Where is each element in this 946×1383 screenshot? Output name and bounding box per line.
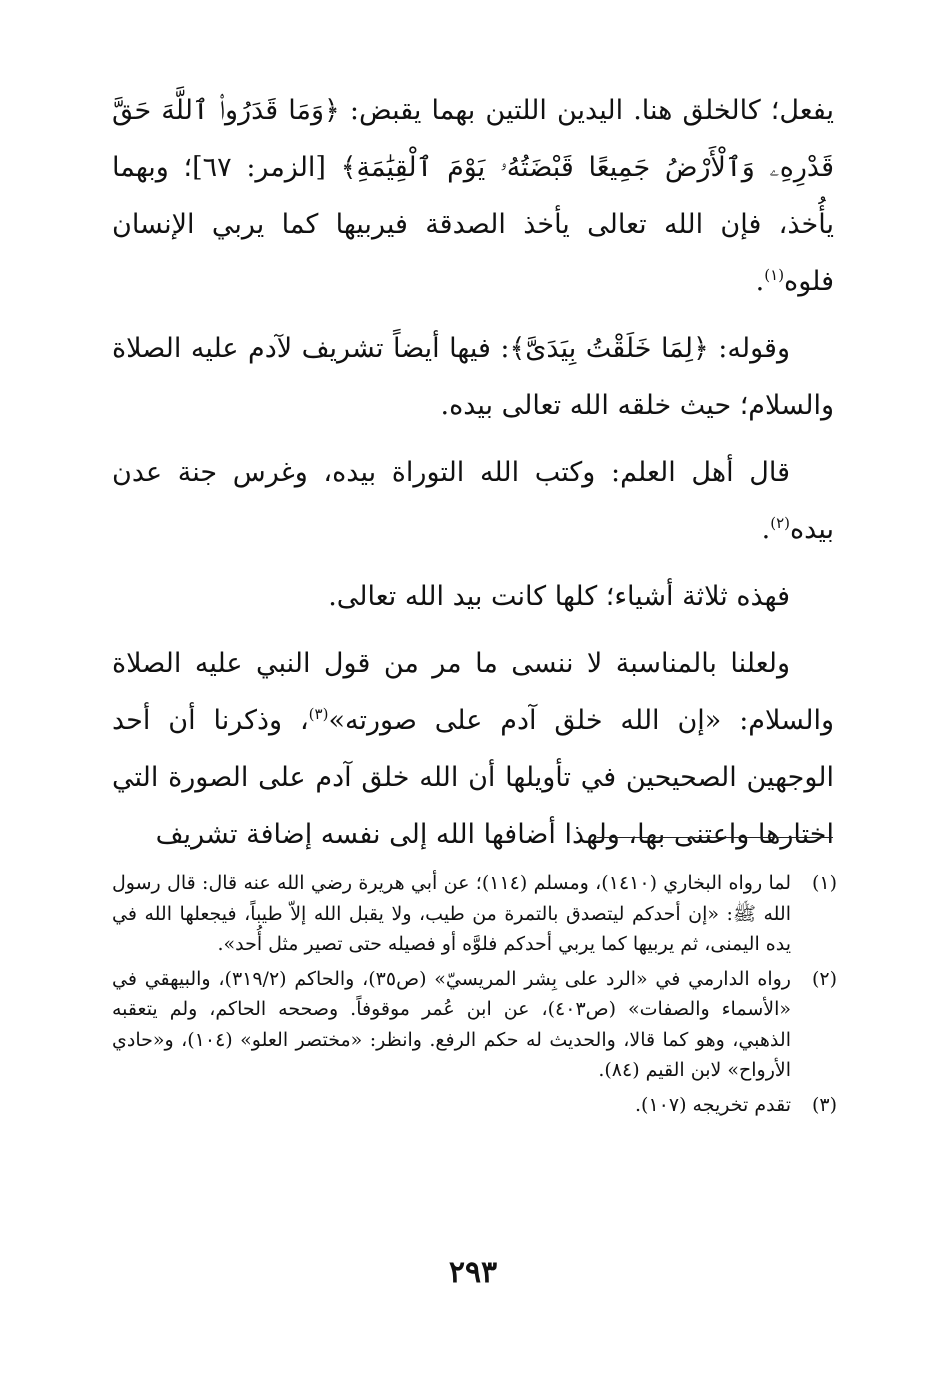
quran-verse-zumar: ﴿وَمَا قَدَرُوا۟ ٱللَّهَ حَقَّ قَدْرِهِۦ وَٱلْأَرْضُ جَمِيعًا قَبْضَتُهُۥ يَوْمَ ٱلْقِيَٰمَةِ﴾ <box>112 95 834 183</box>
footnote-1 <box>112 868 837 960</box>
footnote-2-text: رواه الدارمي في «الرد على بِشر المريسيّ» (ص٣٥)، والحاكم (٣١٩/٢)، والبيهقي في «الأسماء والصفات» (ص٤٠٣)، عن ابن عُمر موقوفاً. وصححه الحاكم، ولم يتعقبه الذهبي، وهو كما قالا، والحديث له حكم الرفع. وانظر: «مختصر العلو» (١٠٤)، و«حادي الأرواح» لابن القيم (٨٤). <box>112 967 791 1081</box>
paragraph-2-text-b: : فيها أيضاً تشريف لآدم عليه الصلاة والسلام؛ حيث خلقه الله تعالى بيده. <box>112 333 834 421</box>
paragraph-3-text-a: قال أهل العلم: وكتب الله التوراة بيده، وغرس جنة عدن بيده <box>112 457 834 545</box>
paragraph-5 <box>112 635 834 863</box>
paragraph-1 <box>112 82 834 310</box>
page-number: ٢٩٣ <box>448 1255 498 1290</box>
paragraph-3 <box>112 444 834 558</box>
paragraph-2 <box>112 320 834 434</box>
footnote-1-text: لما رواه البخاري (١٤١٠)، ومسلم (١١٤)؛ عن أبي هريرة رضي الله عنه قال: قال رسول الله ﷺ: «إن أحدكم ليتصدق بالتمرة من طيب، ولا يقبل الله إلاّ طيباً، فيجعلها الله في يده اليمنى، ثم يربيها كما يربي أحدكم فلوَّه أو فصيله حتى تصير مثل أُحد». <box>112 872 792 955</box>
paragraph-1-text-b: [الزمر: ٦٧]؛ وبهما يأُخذ، فإن الله تعالى يأخذ الصدقة فيربيها كما يربي الإنسان فلوه <box>112 152 834 297</box>
paragraph-4-text: فهذه ثلاثة أشياء؛ كلها كانت بيد الله تعالى. <box>328 581 790 612</box>
paragraph-5-text-b: ، وذكرنا أن أحد الوجهين الصحيحين في تأويلها أن الله خلق آدم على الصورة التي اختارها واعتنى بها، ولهذا أضافها الله إلى نفسه إضافة تشريف <box>112 705 834 850</box>
footnote-ref-3: (٣) <box>308 705 329 723</box>
paragraph-2-text-a: وقوله: <box>708 333 790 364</box>
paragraph-4 <box>112 568 834 625</box>
footnote-ref-1: (١) <box>764 266 785 284</box>
paragraph-1-text-a: يفعل؛ كالخلق هنا. اليدين اللتين بهما يقبض: <box>339 95 834 126</box>
footnote-1-number: (١) <box>811 872 837 894</box>
paragraph-3-end: . <box>761 514 771 545</box>
footnote-2-number: (٢) <box>811 967 837 990</box>
main-text <box>112 82 834 873</box>
footnotes <box>112 868 837 1124</box>
paragraph-5-text-a: ولعلنا بالمناسبة لا ننسى ما مر من قول النبي عليه الصلاة والسلام: «إن الله خلق آدم على صورته» <box>112 648 834 736</box>
footnote-3-text: تقدم تخريجه (١٠٧). <box>635 1093 791 1116</box>
footnote-2 <box>112 964 837 1086</box>
paragraph-1-end: . <box>755 266 765 297</box>
footnote-ref-2: (٢) <box>770 514 791 532</box>
footnote-3 <box>112 1090 837 1121</box>
footnote-3-number: (٣) <box>811 1093 837 1116</box>
quran-verse-sad: ﴿لِمَا خَلَقْتُ بِيَدَىَّ﴾ <box>509 333 709 364</box>
footnote-separator <box>597 837 833 838</box>
